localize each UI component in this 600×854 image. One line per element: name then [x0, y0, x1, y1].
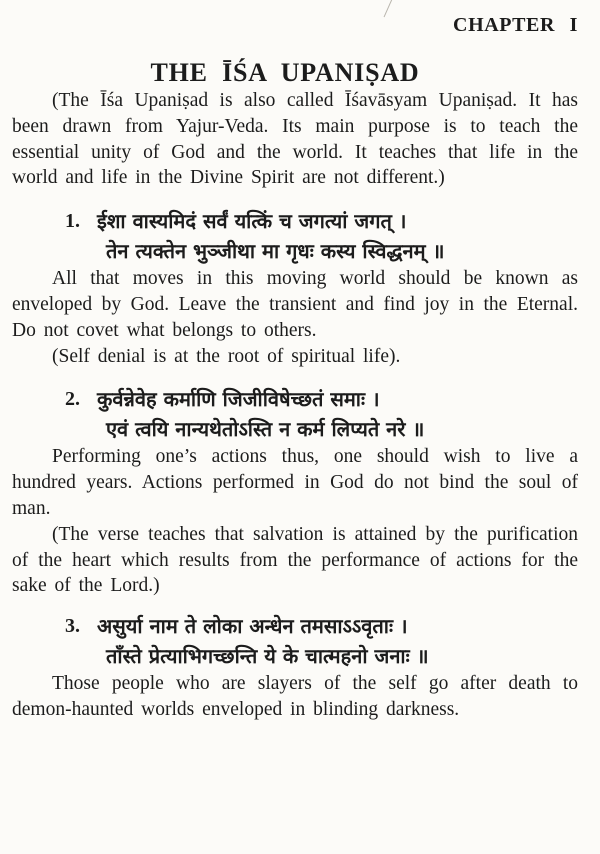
chapter-heading: CHAPTER I	[453, 14, 578, 36]
verse-2-line-1: कुर्वन्नेवेह कर्माणि जिजीविषेच्छतं समाः ।	[97, 387, 380, 412]
verse-2-number: 2.	[65, 388, 80, 411]
page-title: THE ĪŚA UPANIṢAD	[150, 58, 420, 87]
verse-3-text	[97, 611, 429, 671]
translation-3-paragraph: Those people who are slayers of the self go after death to demon-haunted worlds enveloped in blinding darkness.	[12, 673, 578, 720]
verse-1-text	[97, 206, 444, 266]
commentary-note-2: (The verse teaches that salvation is attained by the purification of the heart which results from the performance of actions for the sake of the Lord.)	[12, 523, 578, 597]
translation-2-paragraph: Performing one’s actions thus, one should wish to live a hundred years. Actions performed in God do not bind the soul of man.	[12, 446, 578, 519]
verse-3-line-1: असुर्या नाम ते लोका अन्धेन तमसाऽऽवृताः ।	[97, 614, 408, 639]
verse-1-line-2: तेन त्यक्तेन भुञ्जीथा मा गृधः कस्य स्विद्धनम् ॥	[106, 239, 445, 264]
verse-1-number: 1.	[65, 210, 80, 233]
verse-3-number: 3.	[65, 615, 80, 638]
verse-1	[65, 206, 578, 266]
verse-3	[65, 611, 578, 671]
verse-3-line-2: ताँस्ते प्रेत्याभिगच्छन्ति ये के चात्महनो जनाः ॥	[106, 644, 429, 669]
verse-2-text	[97, 384, 424, 444]
verse-1-line-1: ईशा वास्यमिदं सर्वं यत्किं च जगत्यां जगत् ।	[97, 209, 407, 234]
verse-2-line-2: एवं त्वयि नान्यथेतोऽस्ति न कर्म लिप्यते नरे ॥	[106, 417, 425, 442]
translation-1-paragraph: All that moves in this moving world should be known as enveloped by God. Leave the transient and find joy in the Eternal. Do not covet what belongs to others.	[12, 268, 578, 341]
commentary-note-1: (Self denial is at the root of spiritual life).	[52, 345, 401, 367]
intro-paragraph: (The Īśa Upaniṣad is also called Īśavāsyam Upaniṣad. It has been drawn from Yajur-Veda. Its main purpose is to teach the essential unity of God and the world. It teaches that life in the world and life in the Divine Spirit are not different.)	[12, 90, 578, 189]
verse-2	[65, 384, 578, 444]
